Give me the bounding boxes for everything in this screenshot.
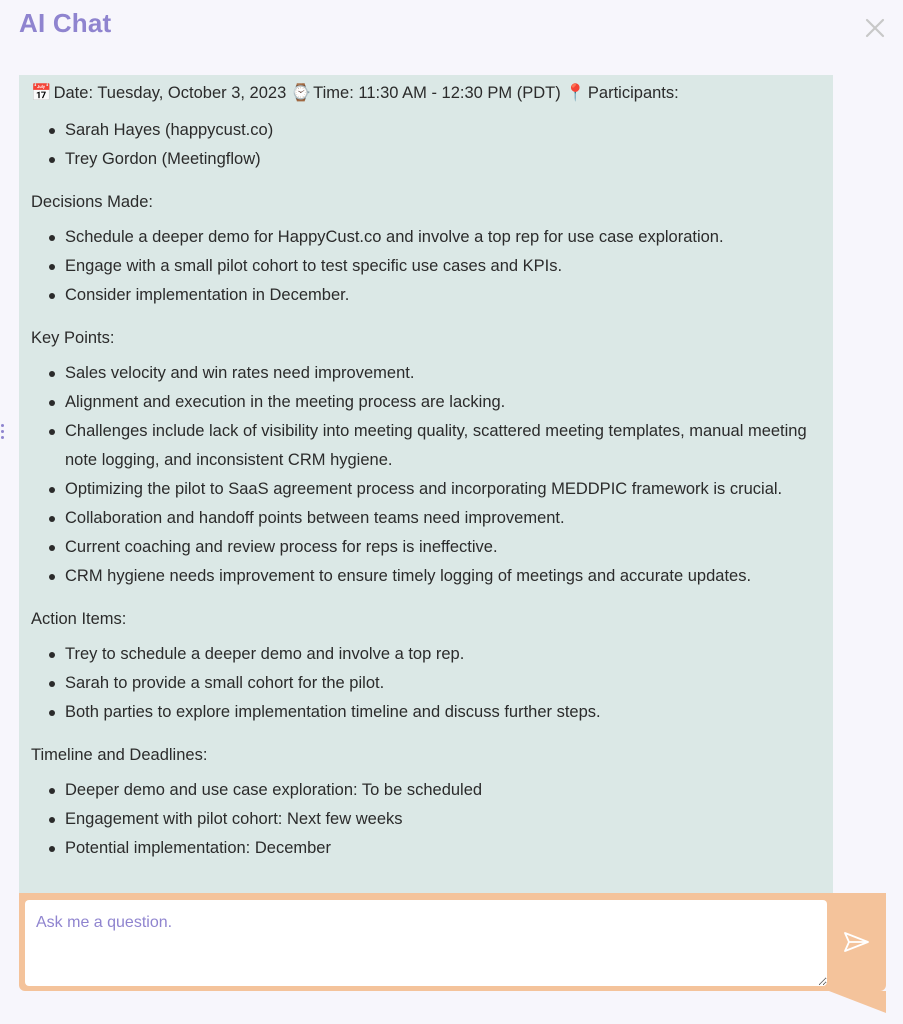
chat-composer [19,893,886,991]
list-item: Challenges include lack of visibility into meeting quality, scattered meeting templates, manual meeting note logging, and inconsistent CRM hygiene. [65,417,821,475]
close-button[interactable] [859,12,891,44]
list-item: CRM hygiene needs improvement to ensure timely logging of meetings and accurate updates. [65,562,821,591]
decisions-list [31,223,821,310]
send-icon [839,925,873,959]
panel-resize-handle[interactable] [0,424,6,444]
action-items-list [31,640,821,727]
chat-header [0,0,903,60]
watch-icon: ⌚ [290,84,312,102]
list-item: Deeper demo and use case exploration: To be scheduled [65,776,821,805]
meeting-date: Date: Tuesday, October 3, 2023 [53,84,287,102]
composer-tail [829,991,886,1013]
list-item: Trey Gordon (Meetingflow) [65,145,821,174]
pin-icon: 📍 [565,84,586,102]
list-item: Both parties to explore implementation timeline and discuss further steps. [65,698,821,727]
calendar-icon: 📅 [31,84,52,102]
participants-list [31,116,821,174]
list-item: Current coaching and review process for reps is ineffective. [65,533,821,562]
list-item: Engagement with pilot cohort: Next few weeks [65,805,821,834]
list-item: Alignment and execution in the meeting process are lacking. [65,388,821,417]
section-heading-action-items: Action Items: [31,610,127,628]
send-button[interactable] [839,925,873,959]
list-item: Trey to schedule a deeper demo and involve a top rep. [65,640,821,669]
page-title: AI Chat [19,8,112,38]
meeting-time: Time: 11:30 AM - 12:30 PM (PDT) [313,84,561,102]
list-item: Sarah to provide a small cohort for the pilot. [65,669,821,698]
list-item: Potential implementation: December [65,834,821,863]
list-item: Sarah Hayes (happycust.co) [65,116,821,145]
assistant-message [19,75,833,893]
list-item: Consider implementation in December. [65,281,821,310]
section-heading-key-points: Key Points: [31,329,115,347]
participants-label: Participants: [587,84,679,102]
section-heading-timeline: Timeline and Deadlines: [31,746,208,764]
list-item: Optimizing the pilot to SaaS agreement process and incorporating MEDDPIC framework is crucial. [65,475,821,504]
list-item: Schedule a deeper demo for HappyCust.co and involve a top rep for use case exploration. [65,223,821,252]
meeting-meta [31,79,821,108]
timeline-list [31,776,821,863]
close-icon [859,12,891,44]
list-item: Engage with a small pilot cohort to test specific use cases and KPIs. [65,252,821,281]
list-item: Collaboration and handoff points between teams need improvement. [65,504,821,533]
question-input[interactable] [25,900,827,986]
list-item: Sales velocity and win rates need improvement. [65,359,821,388]
section-heading-decisions: Decisions Made: [31,193,153,211]
key-points-list [31,359,821,591]
